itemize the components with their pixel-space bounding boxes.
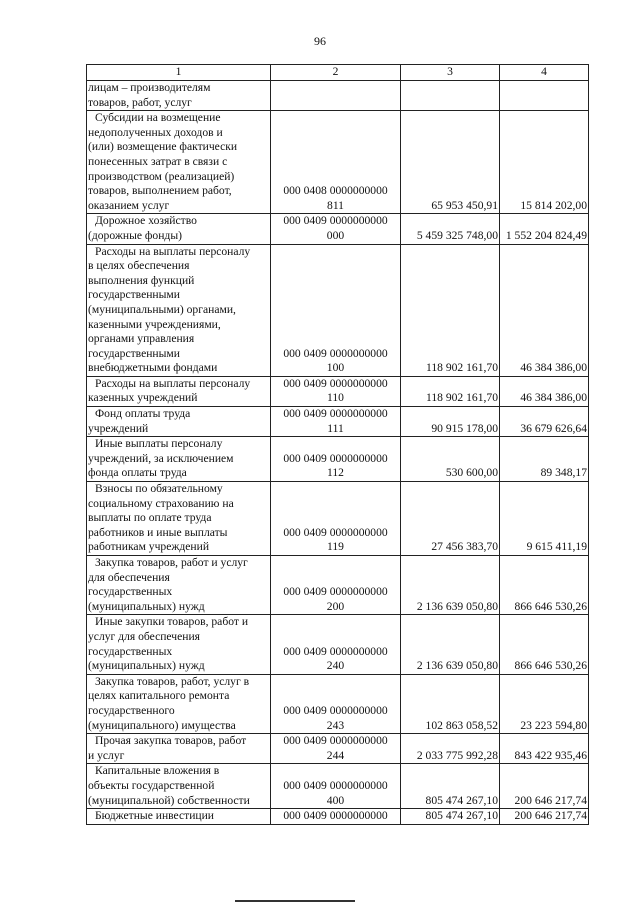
expense-name-line: Закупка товаров, работ и услуг xyxy=(95,556,248,569)
budget-table xyxy=(86,64,589,825)
amount-col3-cell: 530 600,00 xyxy=(401,437,500,482)
budget-code-cell xyxy=(271,764,401,809)
amount-col4-cell: 9 615 411,19 xyxy=(500,482,589,556)
expense-name-line: (муниципальной) собственности xyxy=(88,793,250,807)
expense-name-cell xyxy=(87,809,271,825)
amount-col4-cell: 36 679 626,64 xyxy=(500,407,589,437)
budget-code-cell xyxy=(271,809,401,825)
budget-code-line: 000 0409 0000000000 xyxy=(283,451,388,465)
column-header: 1 xyxy=(87,65,271,81)
table-row xyxy=(87,81,589,111)
expense-name-line: внебюджетными фондами xyxy=(88,361,218,375)
page-number: 96 xyxy=(314,34,326,48)
budget-code-line: 000 0409 0000000000 xyxy=(283,585,388,599)
expense-name-cell xyxy=(87,437,271,482)
budget-code-line: 811 xyxy=(327,198,344,212)
budget-code-cell xyxy=(271,407,401,437)
budget-code-line: 000 0408 0000000000 xyxy=(283,184,388,198)
budget-code-line: 000 0409 0000000000 xyxy=(283,644,388,658)
budget-code-line: 000 0409 0000000000 xyxy=(283,214,388,228)
table-row xyxy=(87,376,589,406)
budget-code-line: 000 0409 0000000000 xyxy=(283,703,388,717)
expense-name-line: объекты государственной xyxy=(88,778,215,792)
table-body xyxy=(87,81,589,825)
budget-code-line: 111 xyxy=(327,421,344,435)
budget-code-cell xyxy=(271,615,401,674)
amount-col3-cell: 65 953 450,91 xyxy=(401,111,500,214)
table-row xyxy=(87,214,589,244)
budget-code-line: 119 xyxy=(327,540,344,554)
expense-name-line: для обеспечения xyxy=(88,570,170,584)
expense-name-line: государственными xyxy=(88,288,180,302)
expense-name-line: целях капитального ремонта xyxy=(88,689,230,703)
expense-name-line: (муниципальных) нужд xyxy=(88,659,205,673)
table-row xyxy=(87,764,589,809)
budget-code-line: 000 0409 0000000000 xyxy=(283,376,388,390)
expense-name-cell xyxy=(87,734,271,764)
table-row xyxy=(87,437,589,482)
amount-col3-cell: 805 474 267,10 xyxy=(401,809,500,825)
table-row xyxy=(87,809,589,825)
budget-code-cell xyxy=(271,734,401,764)
expense-name-line: государственных xyxy=(88,585,173,599)
budget-code-cell xyxy=(271,81,401,111)
budget-code-cell xyxy=(271,244,401,376)
expense-name-line: Расходы на выплаты персоналу xyxy=(95,376,251,390)
amount-col3-cell: 102 863 058,52 xyxy=(401,674,500,733)
amount-col3-cell xyxy=(401,81,500,111)
budget-code-line: 112 xyxy=(327,466,344,480)
column-header: 4 xyxy=(500,65,589,81)
table-row xyxy=(87,407,589,437)
expense-name-line: фонда оплаты труда xyxy=(88,466,187,480)
expense-name-cell xyxy=(87,556,271,615)
amount-col4-cell xyxy=(500,81,589,111)
expense-name-line: казенных учреждений xyxy=(88,391,198,405)
amount-col3-cell: 5 459 325 748,00 xyxy=(401,214,500,244)
expense-name-line: социальному страхованию на xyxy=(88,496,234,510)
budget-code-line: 000 0409 0000000000 xyxy=(283,809,388,823)
amount-col3-cell: 805 474 267,10 xyxy=(401,764,500,809)
budget-code-line: 000 0409 0000000000 xyxy=(283,346,388,360)
expense-name-cell xyxy=(87,764,271,809)
budget-code-cell xyxy=(271,376,401,406)
expense-name-cell xyxy=(87,615,271,674)
column-header: 3 xyxy=(401,65,500,81)
budget-code-cell xyxy=(271,482,401,556)
amount-col3-cell: 2 033 775 992,28 xyxy=(401,734,500,764)
expense-name-line: Бюджетные инвестиции xyxy=(95,809,215,823)
table-row xyxy=(87,734,589,764)
expense-name-line: (муниципального) имущества xyxy=(88,718,236,732)
budget-code-line: 243 xyxy=(326,718,345,732)
expense-name-line: и услуг xyxy=(88,748,125,762)
expense-name-line: (муниципальных) нужд xyxy=(88,599,205,613)
column-header: 2 xyxy=(271,65,401,81)
amount-col4-cell: 1 552 204 824,49 xyxy=(500,214,589,244)
amount-col3-cell: 2 136 639 050,80 xyxy=(401,615,500,674)
expense-name-line: Прочая закупка товаров, работ xyxy=(95,734,247,748)
expense-name-cell xyxy=(87,214,271,244)
expense-name-line: Закупка товаров, работ, услуг в xyxy=(95,674,250,688)
budget-code-line: 000 xyxy=(326,228,345,242)
expense-name-line: казенными учреждениями, xyxy=(88,317,221,331)
expense-name-line: Дорожное хозяйство xyxy=(95,214,197,228)
expense-name-cell xyxy=(87,111,271,214)
budget-code-line: 100 xyxy=(326,361,345,375)
budget-code-line: 110 xyxy=(327,391,344,405)
bottom-rule xyxy=(235,900,355,902)
expense-name-cell xyxy=(87,244,271,376)
amount-col4-cell: 15 814 202,00 xyxy=(500,111,589,214)
expense-name-line: товаров, выполнением работ, xyxy=(88,184,232,198)
expense-name-line: работников и иные выплаты xyxy=(88,525,228,539)
amount-col4-cell: 23 223 594,80 xyxy=(500,674,589,733)
budget-code-cell xyxy=(271,556,401,615)
expense-name-line: Фонд оплаты труда xyxy=(95,407,191,421)
expense-name-line: производством (реализацией) xyxy=(88,169,235,183)
table-header-row xyxy=(87,65,589,81)
expense-name-line: Субсидии на возмещение xyxy=(95,111,221,125)
expense-name-cell xyxy=(87,376,271,406)
expense-name-cell xyxy=(87,674,271,733)
expense-name-line: услуг для обеспечения xyxy=(88,629,200,643)
expense-name-line: (или) возмещение фактически xyxy=(88,140,238,154)
amount-col4-cell: 866 646 530,26 xyxy=(500,556,589,615)
amount-col4-cell: 843 422 935,46 xyxy=(500,734,589,764)
table-row xyxy=(87,111,589,214)
amount-col4-cell: 200 646 217,74 xyxy=(500,764,589,809)
expense-name-line: Иные закупки товаров, работ и xyxy=(95,615,249,629)
budget-code-line: 000 0409 0000000000 xyxy=(283,734,388,748)
expense-name-line: понесенных затрат в связи с xyxy=(88,154,228,168)
expense-name-line: Взносы по обязательному xyxy=(95,482,223,496)
table-row xyxy=(87,556,589,615)
amount-col3-cell: 2 136 639 050,80 xyxy=(401,556,500,615)
budget-code-line: 244 xyxy=(326,748,345,762)
budget-code-cell xyxy=(271,111,401,214)
expense-name-line: органами управления xyxy=(88,332,195,346)
expense-name-line: выплаты по оплате труда xyxy=(88,511,212,525)
amount-col4-cell: 200 646 217,74 xyxy=(500,809,589,825)
amount-col4-cell: 89 348,17 xyxy=(500,437,589,482)
expense-name-line: государственного xyxy=(88,703,175,717)
expense-name-line: (дорожные фонды) xyxy=(88,228,182,242)
budget-code-line: 000 0409 0000000000 xyxy=(283,778,388,792)
expense-name-line: в целях обеспечения xyxy=(88,259,190,273)
amount-col3-cell: 27 456 383,70 xyxy=(401,482,500,556)
budget-code-line: 240 xyxy=(326,659,345,673)
budget-code-line: 200 xyxy=(326,599,345,613)
expense-name-line: оказанием услуг xyxy=(88,198,170,212)
expense-name-line: Расходы на выплаты персоналу xyxy=(95,244,251,258)
table-row xyxy=(87,674,589,733)
budget-code-line: 400 xyxy=(326,793,345,807)
expense-name-cell xyxy=(87,81,271,111)
budget-code-cell xyxy=(271,214,401,244)
expense-name-line: Иные выплаты персоналу xyxy=(95,437,223,451)
expense-name-cell xyxy=(87,407,271,437)
table-row xyxy=(87,482,589,556)
amount-col3-cell: 90 915 178,00 xyxy=(401,407,500,437)
expense-name-line: недополученных доходов и xyxy=(88,125,223,139)
amount-col4-cell: 866 646 530,26 xyxy=(500,615,589,674)
expense-name-line: учреждений, за исключением xyxy=(88,451,234,465)
amount-col3-cell: 118 902 161,70 xyxy=(401,244,500,376)
budget-code-cell xyxy=(271,437,401,482)
expense-name-line: государственных xyxy=(88,644,173,658)
expense-name-line: работникам учреждений xyxy=(88,540,210,554)
expense-name-line: государственными xyxy=(88,346,180,360)
expense-name-line: учреждений xyxy=(88,421,149,435)
amount-col4-cell: 46 384 386,00 xyxy=(500,244,589,376)
expense-name-cell xyxy=(87,482,271,556)
amount-col3-cell: 118 902 161,70 xyxy=(401,376,500,406)
budget-code-cell xyxy=(271,674,401,733)
budget-code-line: 000 0409 0000000000 xyxy=(283,525,388,539)
expense-name-line: лицам – производителям xyxy=(88,81,211,94)
table-row xyxy=(87,615,589,674)
budget-code-line: 000 0409 0000000000 xyxy=(283,407,388,421)
expense-name-line: (муниципальными) органами, xyxy=(88,302,236,316)
expense-name-line: Капитальные вложения в xyxy=(95,764,220,778)
expense-name-line: товаров, работ, услуг xyxy=(88,95,192,109)
table-row xyxy=(87,244,589,376)
amount-col4-cell: 46 384 386,00 xyxy=(500,376,589,406)
expense-name-line: выполнения функций xyxy=(88,273,195,287)
